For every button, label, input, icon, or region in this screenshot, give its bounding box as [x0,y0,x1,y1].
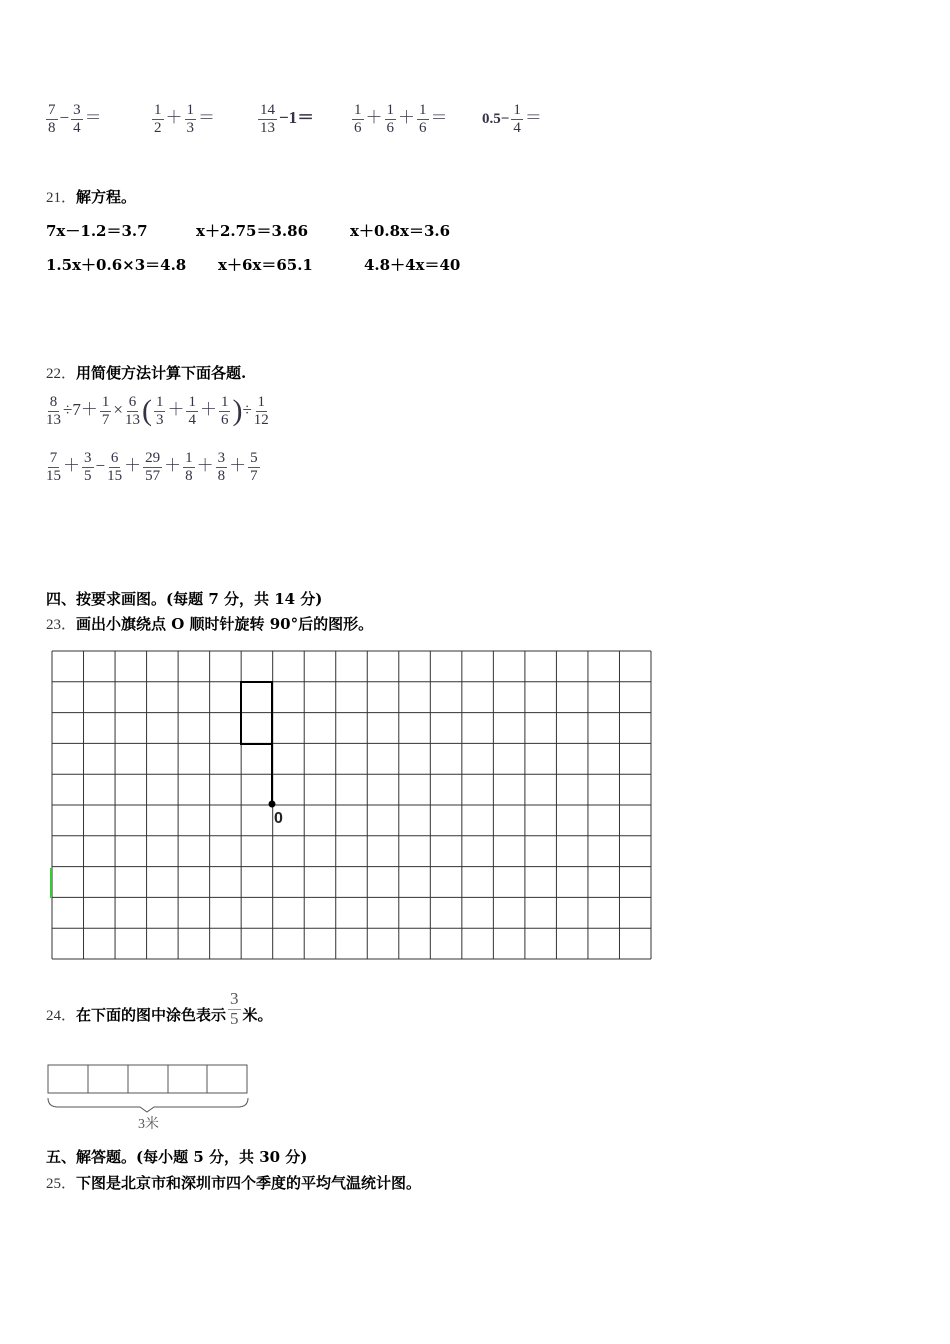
paren: ) [232,394,243,427]
denominator: 13 [260,119,275,136]
denominator: 3 [186,119,194,136]
denominator: 3 [155,411,164,428]
equals: ＝ [84,107,102,127]
equals: ＝ [198,107,215,127]
denominator: 4 [188,411,196,428]
equals: −1＝ [279,107,315,127]
prefix: 0.5− [482,110,510,127]
equals: ＝ [430,107,448,127]
q24-heading [46,990,273,1028]
denominator: 57 [145,467,161,484]
numerator: 1 [354,102,362,118]
operator: ＋ [365,107,383,127]
numerator: 3 [73,102,81,118]
operator: ＋ [124,455,142,475]
equals: ＝ [524,107,542,127]
operator: ＋ [165,107,183,127]
numerator: 1 [257,394,266,410]
equation: 4.8＋4x＝40 [364,256,461,274]
operator: ＋ [229,455,247,475]
numerator: 3 [230,989,239,1008]
denominator: 8 [217,467,226,484]
question-number: 24． [46,1008,77,1024]
numerator: 29 [145,450,161,466]
numerator: 1 [513,102,521,118]
numerator: 1 [155,394,164,410]
equation: x＋2.75＝3.86 [196,222,309,240]
denominator: 6 [354,119,362,136]
equation: 1.5x＋0.6×3＝4.8 [46,256,187,274]
denominator: 6 [386,119,394,136]
equation: 7x－1.2＝3.7 [46,222,148,240]
section-heading: 五、解答题。(每小题 5 分，共 30 分) [46,1148,308,1166]
numerator: 1 [186,102,194,118]
question-title: 用简便方法计算下面各题. [76,364,247,382]
question-title: 画出小旗绕点 O 顺时针旋转 90°后的图形。 [76,615,374,633]
point-label: 0 [274,810,283,827]
question-number: 22． [46,366,77,382]
denominator: 5 [84,467,92,484]
denominator: 7 [250,467,258,484]
numerator: 3 [84,450,92,466]
numerator: 6 [128,394,137,410]
denominator: 4 [513,119,521,136]
bar-model [48,1065,248,1112]
numerator: 1 [386,102,394,118]
operator: ＋ [196,455,214,475]
denominator: 6 [220,411,229,428]
question-title: 解方程。 [76,188,137,206]
fraction [228,990,241,1028]
question-number: 21． [46,190,77,206]
section-heading: 四、按要求画图。(每题 7 分，共 14 分) [46,590,323,608]
brace [48,1098,248,1112]
denominator: 8 [185,467,193,484]
operator: ÷ [242,399,252,419]
operator: ＋ [167,399,185,419]
denominator: 15 [107,467,123,484]
numerator: 8 [49,394,58,410]
numerator: 1 [101,394,110,410]
point-o [269,801,276,808]
denominator: 5 [230,1008,239,1028]
operator: ÷7＋ [63,399,98,419]
numerator: 1 [185,450,193,466]
operator: ＋ [398,107,415,127]
bar-length-label: 3米 [138,1117,159,1132]
denominator: 15 [46,467,61,484]
denominator: 12 [253,411,269,428]
equation: x＋0.8x＝3.6 [350,222,451,240]
numerator: 1 [419,102,427,118]
denominator: 7 [101,411,110,428]
numerator: 1 [154,102,162,118]
operator: − [59,107,70,127]
denominator: 4 [73,119,81,136]
numerator: 1 [188,394,196,410]
numerator: 7 [49,450,58,466]
numerator: 14 [260,102,275,118]
denominator: 6 [419,119,427,136]
operator: ＋ [164,455,182,475]
paren: ( [141,394,152,427]
question-title: 在下面的图中涂色表示 [76,1006,227,1024]
question-number: 25． [46,1176,77,1192]
q25-heading [46,1172,421,1193]
unit: 米。 [242,1006,273,1024]
operator: − [95,455,106,475]
question-number: 23． [46,617,77,633]
question-title: 下图是北京市和深圳市四个季度的平均气温统计图。 [76,1174,422,1192]
equation: x＋6x＝65.1 [218,256,313,274]
operator: ＋ [63,455,80,475]
numerator: 7 [48,102,56,118]
numerator: 5 [250,450,258,466]
denominator: 2 [154,119,162,136]
denominator: 8 [48,119,56,136]
square-grid [52,651,651,959]
numerator: 3 [217,450,226,466]
operator: × [113,399,123,419]
denominator: 13 [124,411,140,428]
operator: ＋ [199,399,217,419]
denominator: 13 [46,411,61,428]
numerator: 6 [110,450,119,466]
numerator: 1 [220,394,229,410]
